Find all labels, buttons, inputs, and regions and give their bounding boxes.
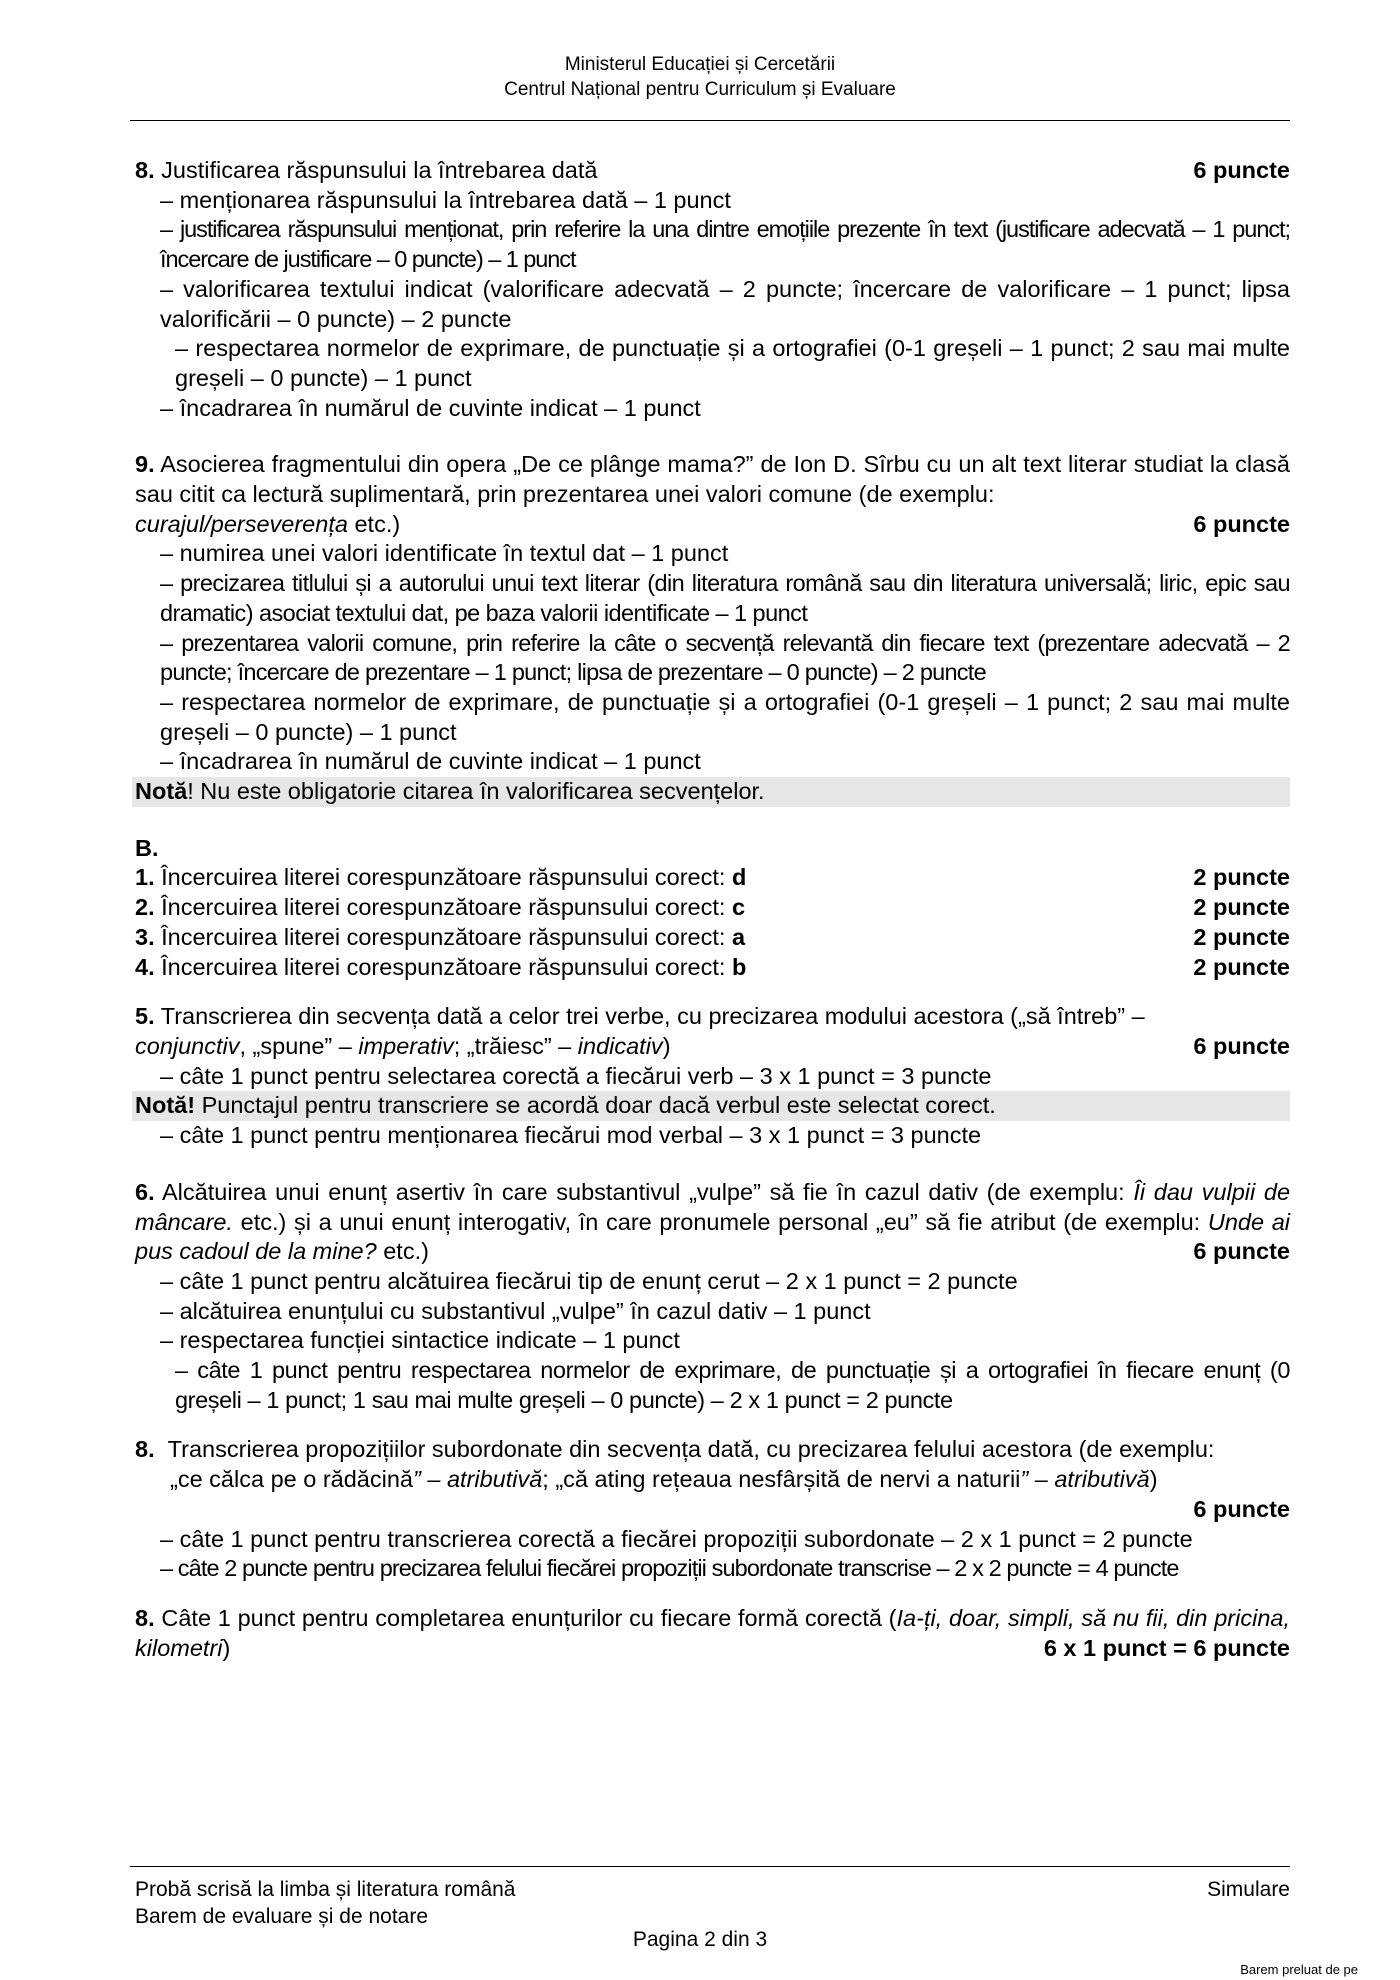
b7-criterion: – câte 1 punct pentru transcrierea corectă a fiecărei propoziții subordonate – 2 x 1 punct = 2 puncte — [160, 1525, 1193, 1552]
b-item-answer: d — [731, 864, 747, 891]
b-item-answer: b — [731, 953, 747, 980]
b-item-text: Încercuirea literei corespunzătoare răspunsului corect: — [161, 894, 726, 921]
b-item-text: Încercuirea literei corespunzătoare răspunsului corect: — [161, 923, 726, 950]
item-9-criterion: – numirea unei valori identificate în textul dat – 1 punct — [160, 540, 729, 567]
source-note: Barem preluat de pe — [1240, 1962, 1358, 1977]
b5-criterion: – câte 1 punct pentru menționarea fiecărui mod verbal – 3 x 1 punct = 3 puncte — [160, 1122, 982, 1149]
b5-text: Transcrierea din secvența dată a celor trei verbe, cu precizarea modului acestora („să întreb” – — [160, 1003, 1145, 1030]
item-8-criterion: – justificarea răspunsului menționat, prin referire la una dintre emoțiile prezente în text (justificare adecvată – 1 punct; încercare de justificare – 0 puncte) – 1 punct — [160, 216, 1290, 273]
b6-criterion: – câte 1 punct pentru alcătuirea fiecărui tip de enunț cerut – 2 x 1 punct = 2 puncte — [160, 1267, 1018, 1294]
item-8-criterion: – încadrarea în numărul de cuvinte indicat – 1 punct — [160, 394, 701, 421]
b5-sep: ) — [662, 1032, 671, 1059]
b8-points: 6 x 1 punct = 6 puncte — [1043, 1634, 1290, 1661]
b7-points: 6 puncte — [1193, 1495, 1290, 1522]
note-label: Notă! — [135, 1092, 196, 1119]
b-item-text: Încercuirea literei corespunzătoare răspunsului corect: — [161, 953, 726, 980]
item-9-criterion: – încadrarea în numărul de cuvinte indicat – 1 punct — [160, 748, 701, 775]
item-8-points: 6 puncte — [1193, 157, 1290, 183]
b5-sep: ; „trăiesc” – — [453, 1032, 572, 1059]
item-8-number: 8. — [135, 157, 155, 183]
b5-number: 5. — [135, 1003, 155, 1030]
b6-example: Îi dau vulpii de mâncare. — [135, 1178, 1291, 1235]
exam-name: Probă scrisă la limba și literatura română — [135, 1878, 516, 1901]
b7-number: 8. — [135, 1436, 155, 1463]
b-item-4 — [135, 953, 1290, 983]
b7-criterion: – câte 2 puncte pentru precizarea felului fiecărei propoziții subordonate transcrise – 2 x 2 puncte = 4 puncte — [160, 1555, 1179, 1582]
b6-criterion: – câte 1 punct pentru respectarea normelor de exprimare, de punctuație și a ortografiei în fiecare enunț (0 greșeli – 1 punct; 1 sau mai multe greșeli – 0 puncte) – 2 x 1 punct = 2 puncte — [175, 1357, 1290, 1413]
note-label: Notă — [135, 778, 188, 805]
ministry-name: Ministerul Educației și Cercetării — [564, 54, 836, 75]
b-item-points: 2 puncte — [1193, 953, 1290, 980]
b-item-answer: c — [731, 894, 746, 921]
section-b-label — [135, 834, 1290, 864]
b-item-2 — [135, 893, 1290, 923]
item-9-number: 9. — [135, 451, 155, 478]
item-9-note — [132, 777, 1290, 807]
b6-text: Alcătuirea unui enunț asertiv în care substantivul „vulpe” să fie în cazul dativ (de exemplu: — [162, 1178, 1125, 1205]
b5-heading-end — [135, 1032, 1290, 1062]
b5-statement — [135, 1002, 1290, 1032]
b8-points-row — [135, 1634, 1290, 1664]
header-divider — [130, 120, 1290, 121]
item-9-intro: Asocierea fragmentului din opera „De ce plânge mama?” de Ion D. Sîrbu cu un alt text literar studiat la clasă sau citit ca lectură suplimentară, prin prezentarea unei valori comune (de exemplu: — [135, 451, 1290, 508]
b7-text: Transcrierea propozițiilor subordonate din secvența dată, cu precizarea felului acestora (de exemplu: — [167, 1436, 1215, 1463]
item-8-heading — [135, 156, 1290, 186]
b8-number: 8. — [135, 1604, 155, 1631]
b6-number: 6. — [135, 1178, 155, 1205]
item-8-criterion: – valorificarea textului indicat (valorificare adecvată – 2 puncte; încercare de valorificare – 1 punct; lipsa valorificării – 0 puncte) – 2 puncte — [160, 275, 1290, 332]
b-item-points: 2 puncte — [1193, 923, 1290, 950]
item-8-title: Justificarea răspunsului la întrebarea dată — [161, 157, 598, 183]
b6-criterion: – alcătuirea enunțului cu substantivul „vulpe” în cazul dativ – 1 punct — [160, 1297, 871, 1324]
section-b-title: B. — [135, 834, 159, 861]
b-item-3 — [135, 923, 1290, 953]
b-item-number: 4. — [135, 953, 155, 980]
b6-example: Unde ai pus cadoul de la mine? — [135, 1208, 1291, 1265]
center-name: Centrul Național pentru Curriculum și Evaluare — [504, 79, 896, 100]
b-item-answer: a — [731, 923, 746, 950]
b5-note — [132, 1091, 1290, 1121]
item-9-intro-end: etc.) — [354, 510, 401, 537]
document-header — [0, 52, 1400, 102]
b7-points-row — [135, 1495, 1290, 1525]
item-9-statement — [135, 450, 1290, 509]
note-text: Punctajul pentru transcriere se acordă doar dacă verbul este selectat corect. — [195, 1092, 996, 1119]
b7-example-line — [135, 1465, 1290, 1495]
b-item-1 — [135, 863, 1290, 893]
b-item-points: 2 puncte — [1193, 894, 1290, 921]
page-number: Pagina 2 din 3 — [632, 1928, 768, 1951]
footer-divider — [130, 1866, 1290, 1867]
b6-text: etc.) — [383, 1238, 429, 1265]
item-8-criterion: – respectarea normelor de exprimare, de punctuație și a ortografiei (0-1 greșeli – 1 punct; 2 sau mai multe greșeli – 0 puncte) – 1 punct — [175, 335, 1290, 391]
exam-type: Simulare — [1207, 1878, 1290, 1901]
item-8-criterion: – menționarea răspunsului la întrebarea dată – 1 punct — [160, 186, 731, 213]
item-9-points: 6 puncte — [1193, 510, 1290, 537]
item-9-criterion: – prezentarea valorii comune, prin referire la câte o secvență relevantă din fiecare text (prezentare adecvată – 2 puncte; încercare de prezentare – 1 punct; lipsa de prezentare – 0 puncte) – 2 puncte — [160, 629, 1290, 686]
b5-mode: conjunctiv — [135, 1032, 240, 1059]
note-text: ! Nu este obligatorie citarea în valorificarea secvențelor. — [187, 778, 765, 805]
b5-points: 6 puncte — [1193, 1032, 1290, 1059]
b7-end: ) — [1149, 1466, 1158, 1493]
b7-function: ” – atributivă — [412, 1466, 543, 1493]
b8-forms: Ia-ți, doar, simpli, să nu fii, din pricina, kilometri — [135, 1604, 1290, 1661]
b5-mode: indicativ — [577, 1032, 663, 1059]
b5-criterion: – câte 1 punct pentru selectarea corectă a fiecărui verb – 3 x 1 punct = 3 puncte — [160, 1062, 992, 1089]
b-item-number: 3. — [135, 923, 155, 950]
b8-end: ) — [222, 1634, 231, 1661]
item-9-example: curajul/perseverența — [135, 510, 348, 537]
item-9-criterion: – precizarea titlului și a autorului unui text literar (din literatura română sau din literatura universală; liric, epic sau dramatic) asociat textului dat, pe baza valorii identificate – 1 punct — [160, 570, 1290, 626]
b8-text: Câte 1 punct pentru completarea enunțurilor cu fiecare formă corectă ( — [161, 1604, 897, 1631]
b7-quote: ; „că ating rețeaua nesfârșită de nervi a naturii — [542, 1466, 1021, 1493]
document-type: Barem de evaluare și de notare — [135, 1905, 429, 1928]
document-body — [135, 156, 1290, 1663]
b-item-text: Încercuirea literei corespunzătoare răspunsului corect: — [161, 864, 726, 891]
b-item-number: 1. — [135, 864, 155, 891]
b7-statement — [135, 1435, 1290, 1465]
b7-quote: „ce călca pe o rădăcină — [170, 1466, 413, 1493]
b7-function: ” – atributivă — [1020, 1466, 1150, 1493]
b-item-number: 2. — [135, 894, 155, 921]
b5-sep: , „spune” – — [239, 1032, 352, 1059]
item-9-criterion: – respectarea normelor de exprimare, de punctuație și a ortografiei (0-1 greșeli – 1 punct; 2 sau mai multe greșeli – 0 puncte) – 1 punct — [160, 688, 1290, 745]
b6-points: 6 puncte — [1193, 1238, 1290, 1265]
item-9-heading-end — [135, 510, 1290, 540]
b6-criterion: – respectarea funcției sintactice indicate – 1 punct — [160, 1327, 680, 1354]
b6-text: etc.) și a unui enunț interogativ, în care pronumele personal „eu” să fie atribut (de exemplu: — [240, 1208, 1201, 1235]
document-footer — [135, 1876, 1290, 1930]
b-item-points: 2 puncte — [1193, 864, 1290, 891]
b5-mode: imperativ — [358, 1032, 454, 1059]
